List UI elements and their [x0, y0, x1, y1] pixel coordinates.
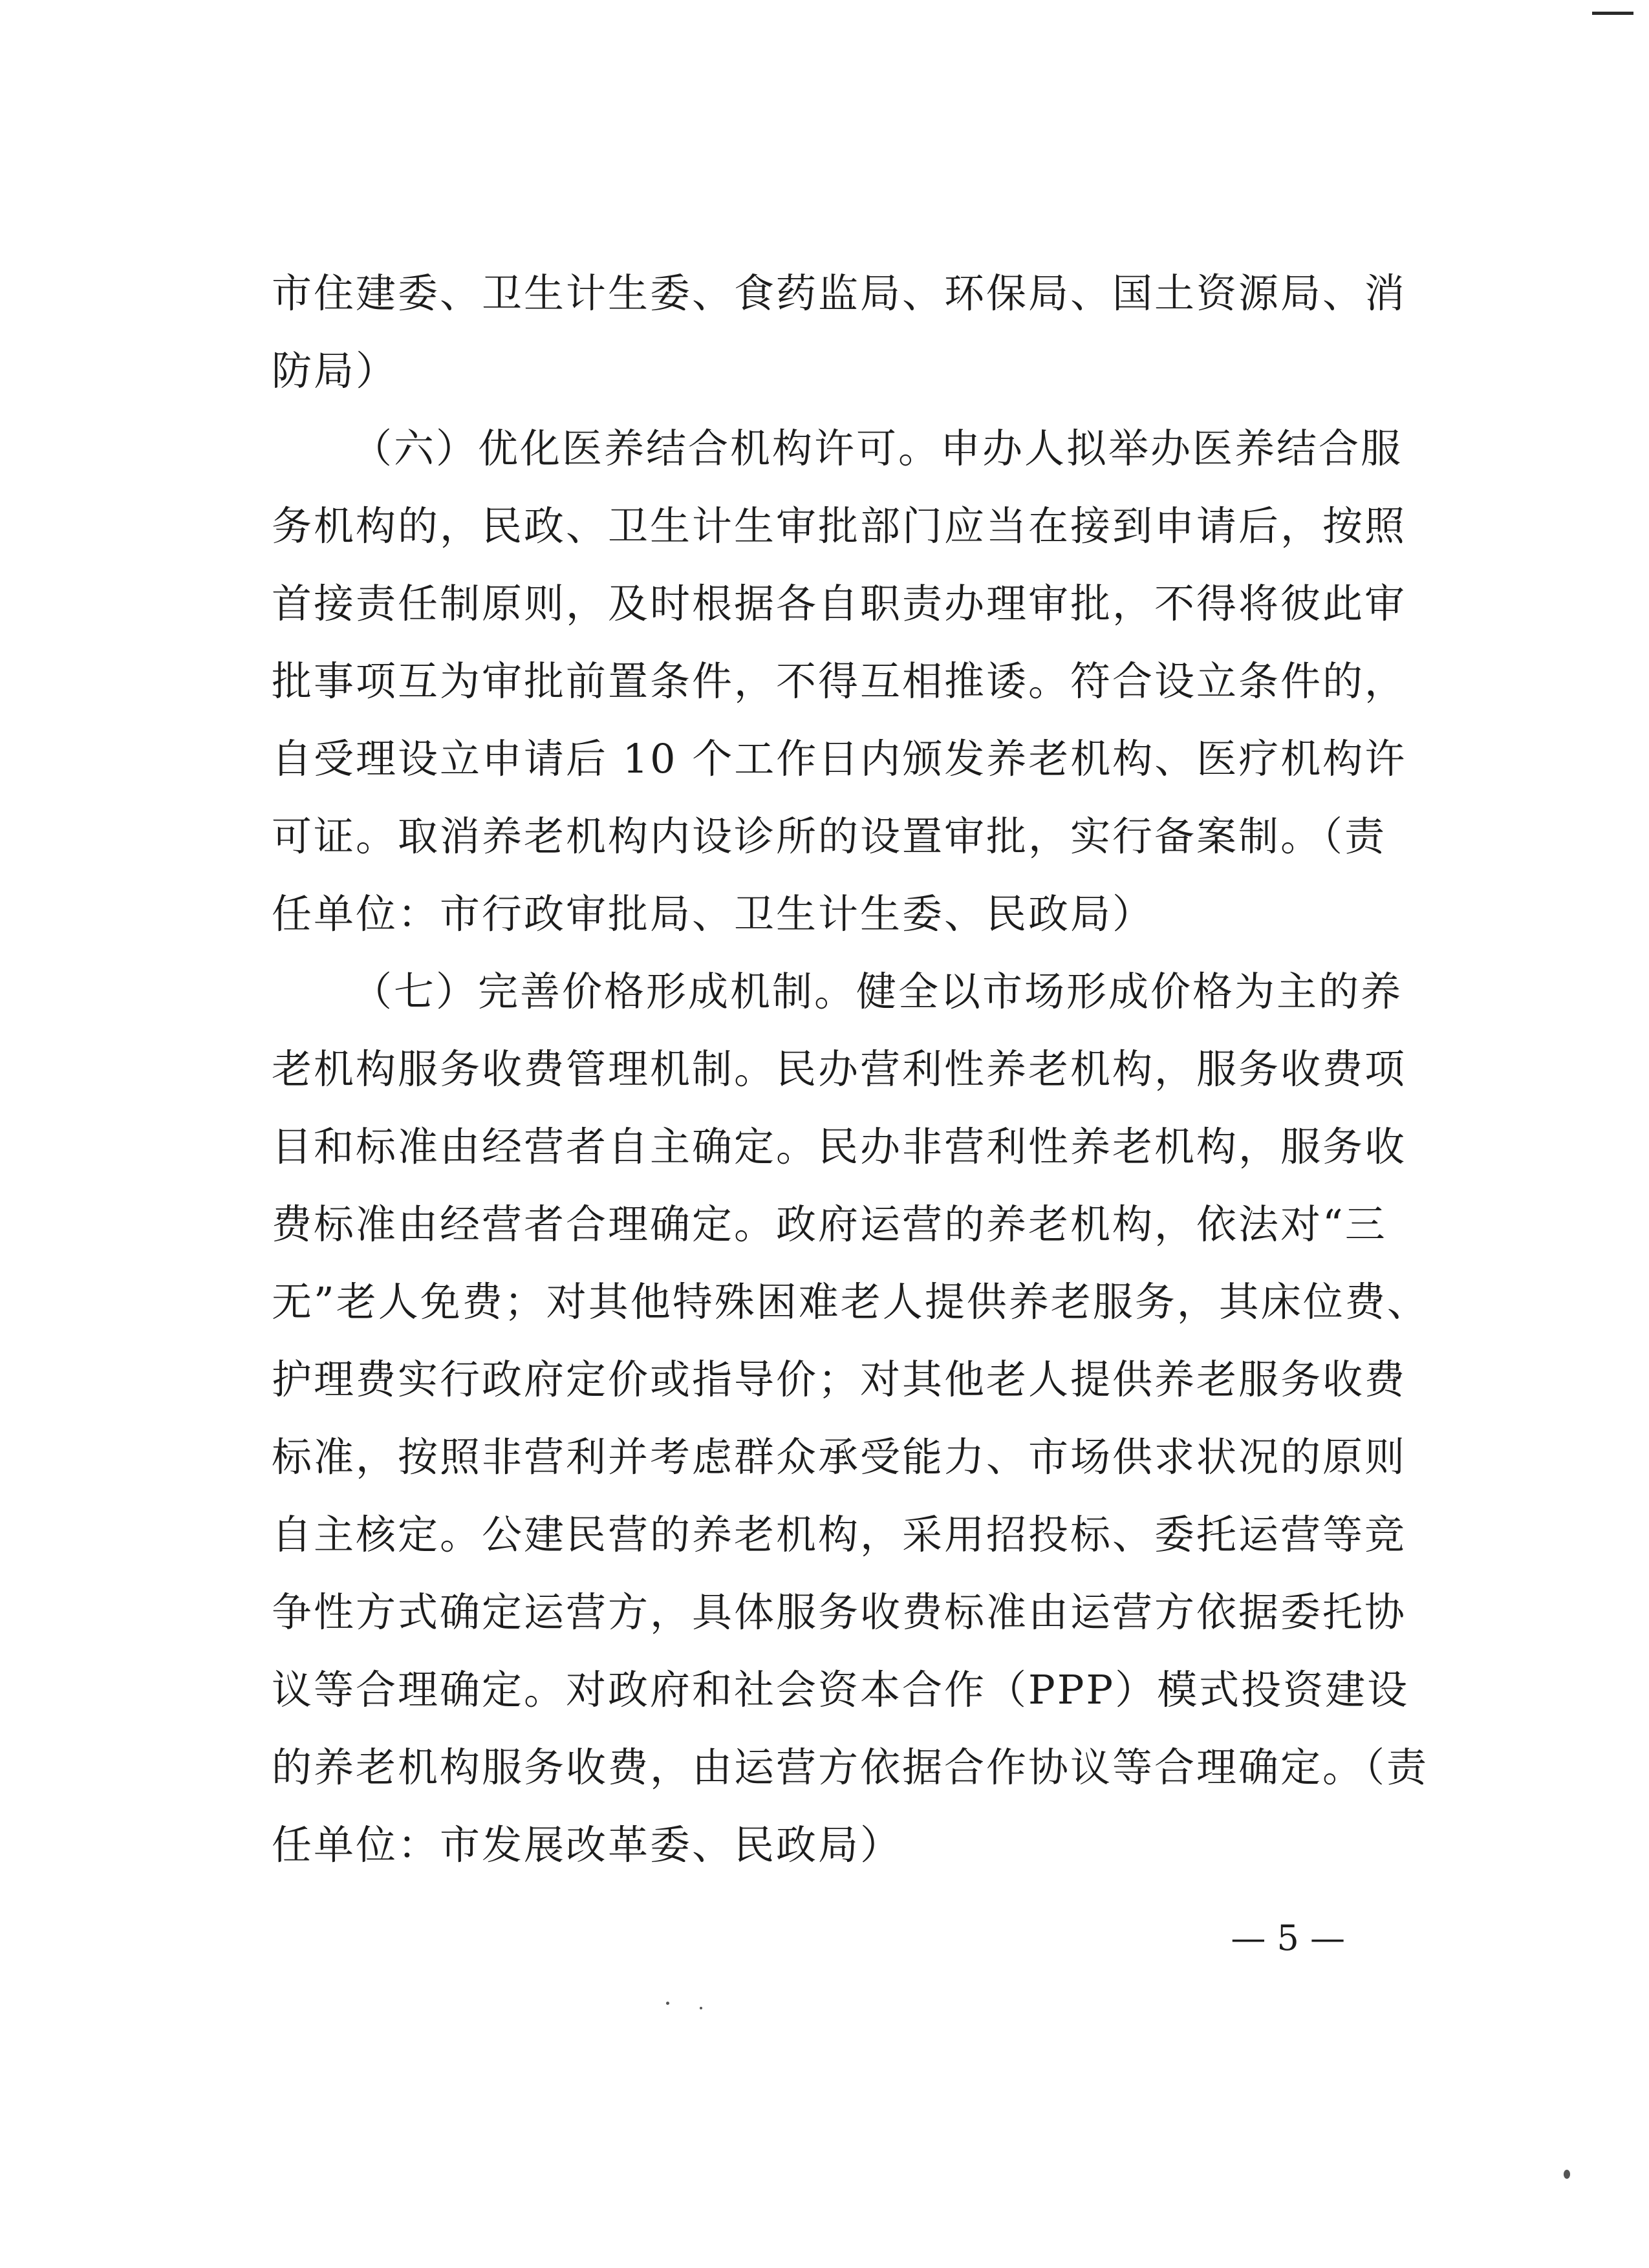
text-line: 护理费实行政府定价或指导价；对其他老人提供养老服务收费 — [272, 1356, 1407, 1403]
text-line: 无”老人免费；对其他特殊困难老人提供养老服务，其床位费、 — [272, 1278, 1429, 1325]
text-line: 自主核定。公建民营的养老机构，采用招投标、委托运营等竞 — [272, 1511, 1407, 1558]
section-7-heading-line: （七）完善价格形成机制。健全以市场形成价格为主的养 — [352, 968, 1403, 1015]
text-line: 防局） — [272, 347, 398, 394]
text-line: 务机构的，民政、卫生计生审批部门应当在接到申请后，按照 — [272, 502, 1407, 550]
text-line: 标准，按照非营利并考虑群众承受能力、市场供求状况的原则 — [272, 1433, 1407, 1481]
corner-mark — [1592, 12, 1633, 15]
document-body — [272, 255, 1429, 1884]
text-line: 的养老机构服务收费，由运营方依据合作协议等合理确定。（责 — [272, 1744, 1429, 1791]
text-line: 争性方式确定运营方，具体服务收费标准由运营方依据委托协 — [272, 1589, 1407, 1636]
text-line: 批事项互为审批前置条件，不得互相推诿。符合设立条件的， — [272, 658, 1407, 705]
text-line: 目和标准由经营者自主确定。民办非营利性养老机构，服务收 — [272, 1123, 1407, 1170]
text-line: 市住建委、卫生计生委、食药监局、环保局、国土资源局、消 — [272, 270, 1407, 317]
text-line: 费标准由经营者合理确定。政府运营的养老机构，依法对“三 — [272, 1201, 1387, 1248]
text-line: 可证。取消养老机构内设诊所的设置审批，实行备案制。（责 — [272, 813, 1387, 860]
scan-speck — [666, 2002, 669, 2005]
text-line: 任单位：市行政审批局、卫生计生委、民政局） — [272, 890, 1155, 937]
text-line: 老机构服务收费管理机制。民办营利性养老机构，服务收费项 — [272, 1045, 1407, 1093]
text-line: 议等合理确定。对政府和社会资本合作（PPP）模式投资建设 — [272, 1666, 1410, 1713]
page-number: — 5 — — [1231, 1918, 1345, 1958]
scan-speck — [700, 2007, 702, 2009]
text-line: 自受理设立申请后 10 个工作日内颁发养老机构、医疗机构许 — [272, 735, 1407, 782]
section-6-heading-line: （六）优化医养结合机构许可。申办人拟举办医养结合服 — [352, 425, 1403, 472]
scan-speck — [1564, 2170, 1570, 2179]
text-line: 任单位：市发展改革委、民政局） — [272, 1821, 903, 1868]
text-line: 首接责任制原则，及时根据各自职责办理审批，不得将彼此审 — [272, 580, 1407, 627]
